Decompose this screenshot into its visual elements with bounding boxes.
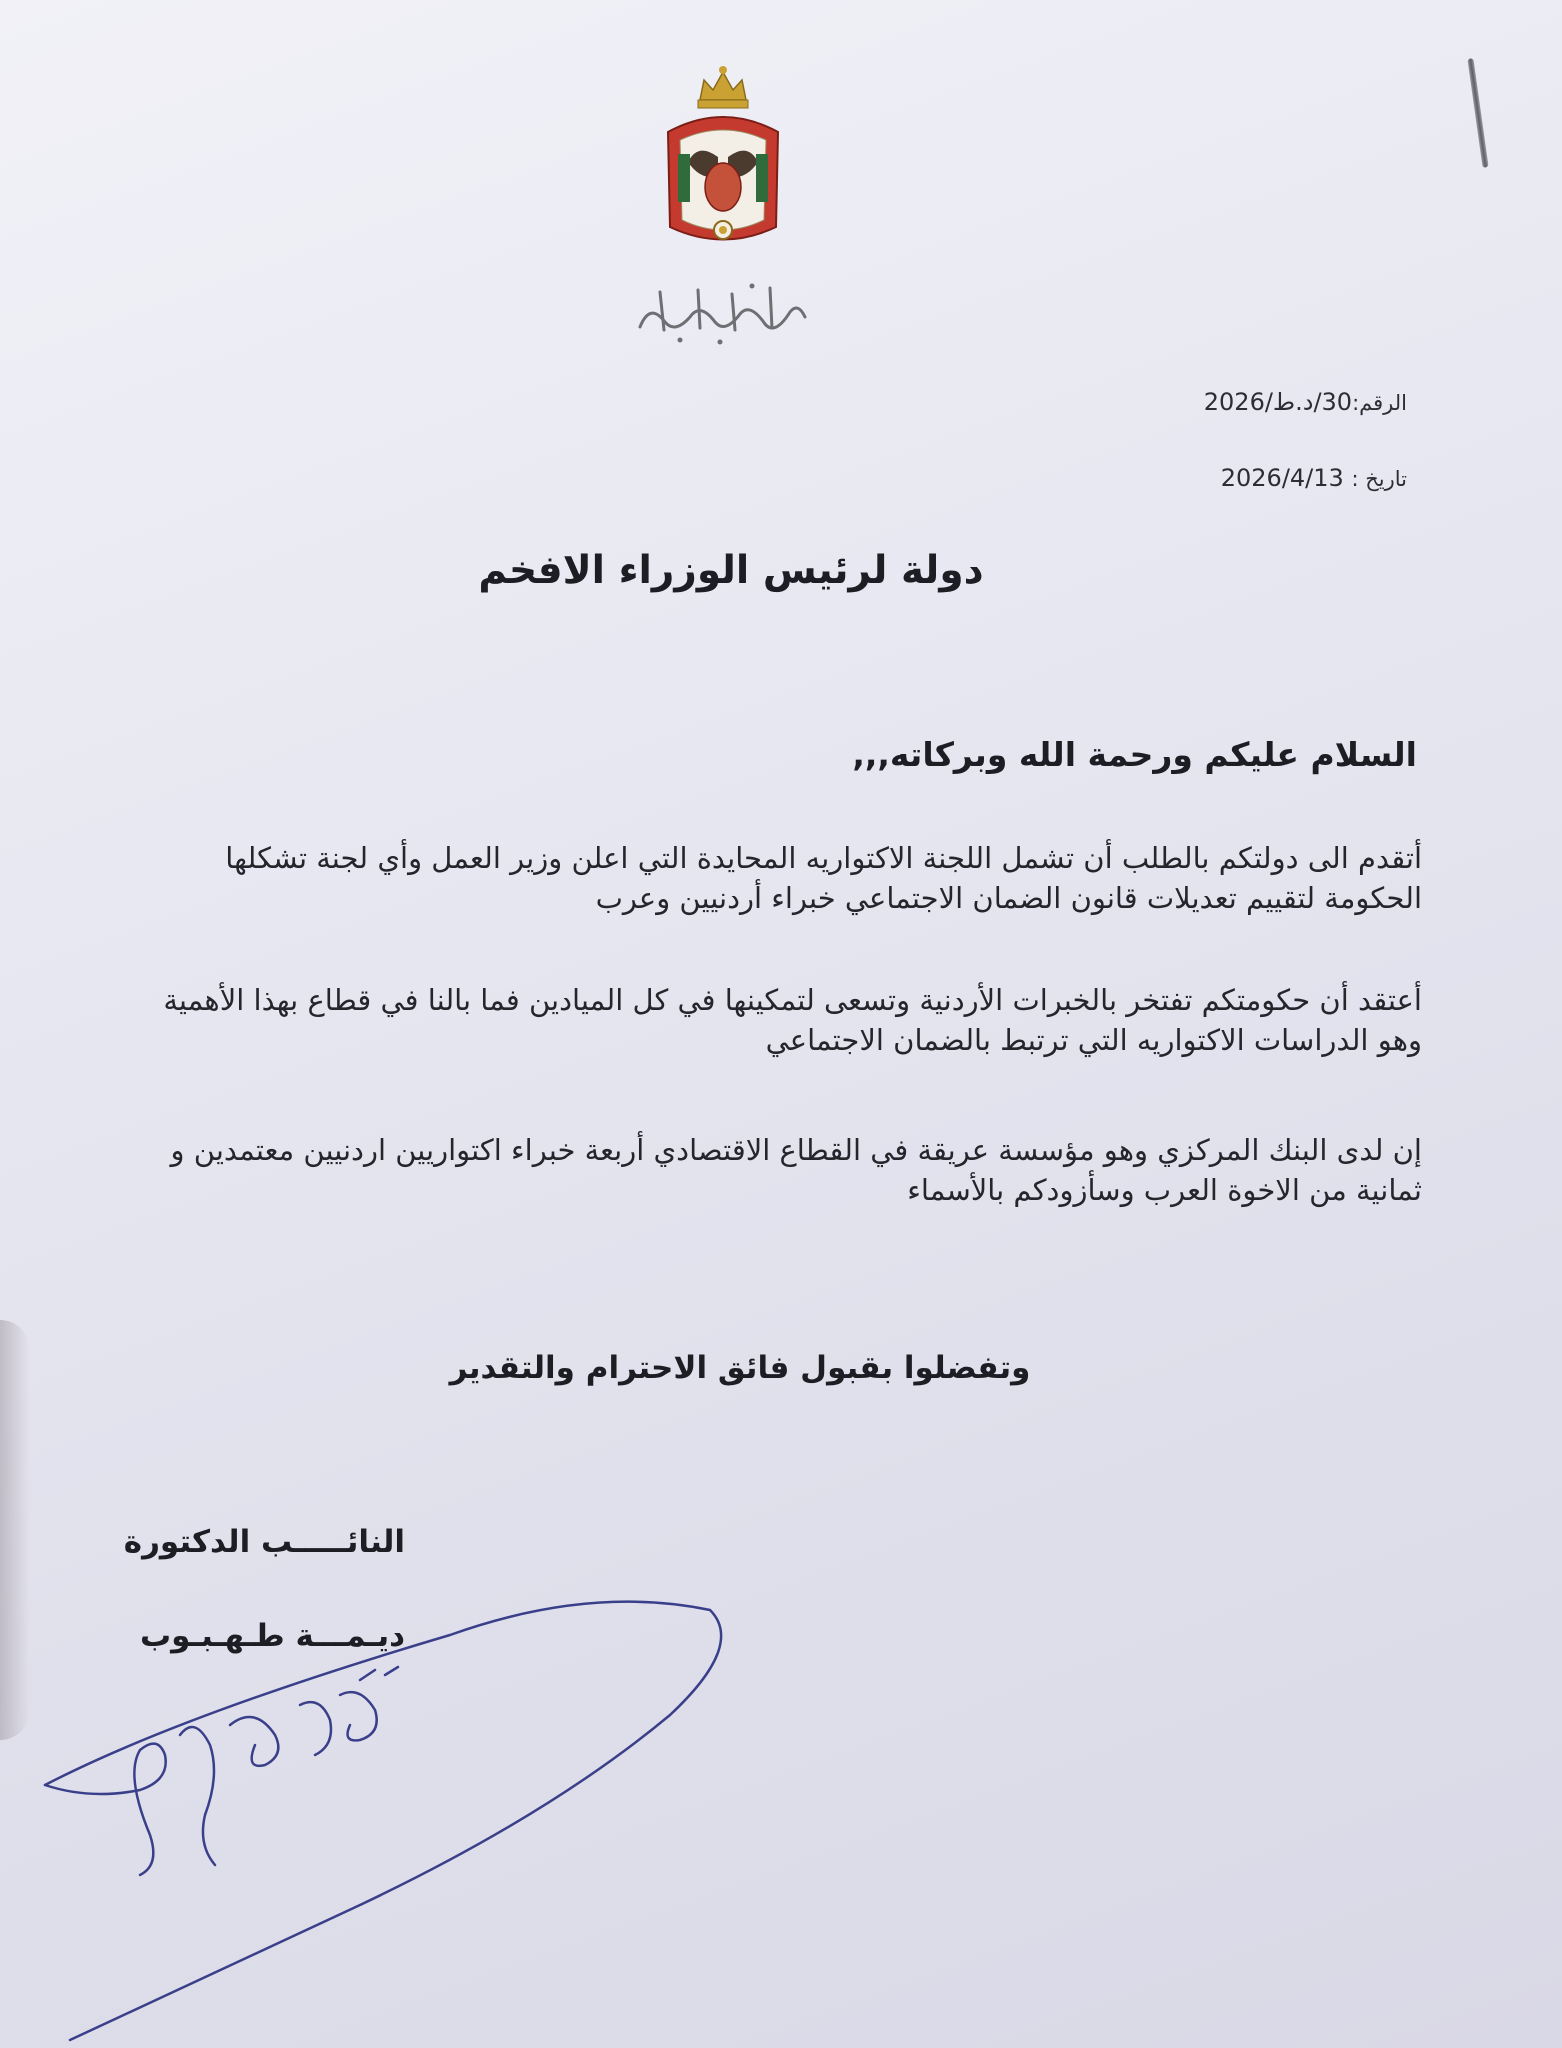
greeting: السلام عليكم ورحمة الله وبركاته,,, (852, 735, 1417, 774)
signatory-name: ديـمـــة طـهـبـوب (140, 1618, 405, 1654)
handwritten-signature (30, 1575, 730, 2045)
staple (1467, 58, 1488, 168)
signatory-title: النائـــــب الدكتورة (123, 1524, 405, 1560)
body-paragraph-2: أعتقد أن حكومتكم تفتخر بالخبرات الأردنية وتسعى لتمكينها في كل الميادين فما بالنا في قطاع بهذا الأهمية وهو الدراسات الاكتواريه التي ترتبط بالضمان الاجتماعي (163, 983, 1422, 1057)
date-label: تاريخ : (1351, 467, 1407, 491)
council-logo (620, 272, 820, 352)
coat-of-arms-icon (658, 62, 788, 257)
date-value: 2026/4/13 (1220, 464, 1344, 492)
body-paragraph-3: إن لدى البنك المركزي وهو مؤسسة عريقة في القطاع الاقتصادي أربعة خبراء اكتواريين اردنيين معتمدين و ثمانية من الاخوة العرب وسأزودكم بالأسماء (170, 1133, 1422, 1207)
addressee-heading: دولة لرئيس الوزراء الافخم (478, 548, 984, 593)
body-paragraph-1: أتقدم الى دولتكم بالطلب أن تشمل اللجنة الاكتواريه المحايدة التي اعلن وزير العمل وأي لجنة تشكلها الحكومة لتقييم تعديلات قانون الضمان الاجتماعي خبراء أردنيين وعرب (225, 841, 1422, 915)
letter-date (1221, 464, 1407, 492)
closing-line: وتفضلوا بقبول فائق الاحترام والتقدير (449, 1350, 1031, 1386)
reference-value: 30/د.ط/2026 (1203, 388, 1353, 416)
reference-number (1204, 388, 1407, 416)
reference-label: الرقم: (1352, 391, 1407, 415)
